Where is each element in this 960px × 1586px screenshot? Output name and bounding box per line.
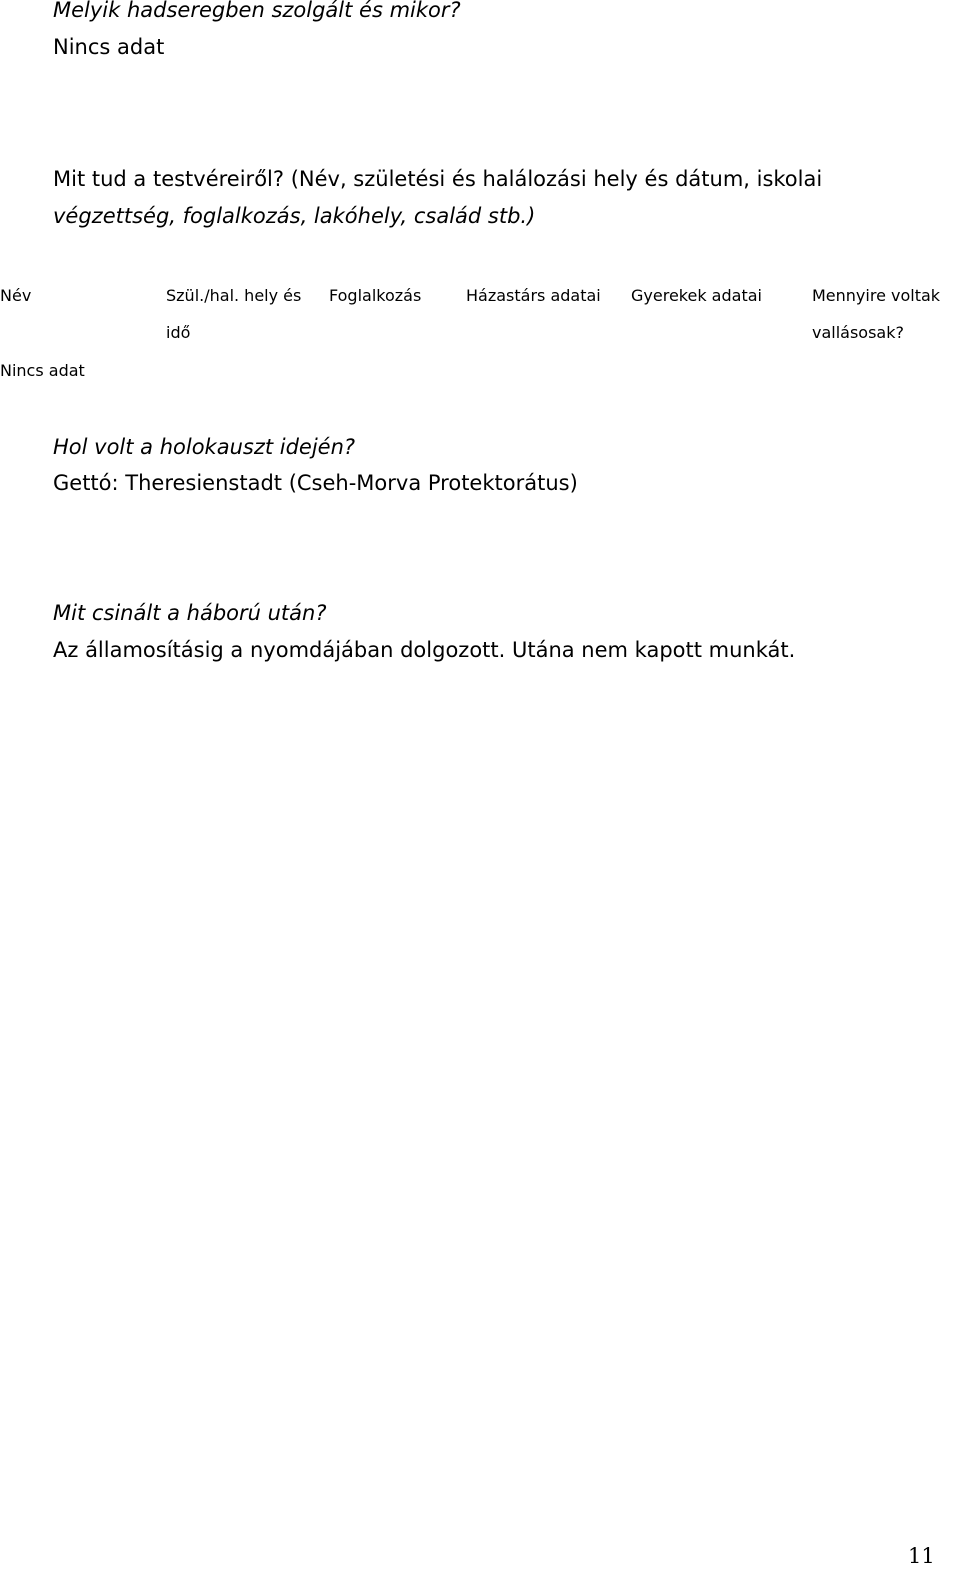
table-header-religion-line2: vallásosak? bbox=[812, 323, 904, 342]
table-header-spouse: Házastárs adatai bbox=[466, 286, 601, 305]
table-row: Nincs adat bbox=[0, 361, 85, 380]
postwar-answer: Az államosításig a nyomdájában dolgozott. Utána nem kapott munkát. bbox=[53, 638, 796, 662]
table-header-name: Név bbox=[0, 286, 32, 305]
siblings-question-line2: végzettség, foglalkozás, lakóhely, család stb.) bbox=[53, 204, 536, 228]
table-header-children: Gyerekek adatai bbox=[631, 286, 762, 305]
table-header-birth-death-line2: idő bbox=[166, 323, 191, 342]
table-header-birth-death-line1: Szül./hal. hely és bbox=[166, 286, 302, 305]
holocaust-answer: Gettó: Theresienstadt (Cseh-Morva Protektorátus) bbox=[53, 471, 578, 495]
page-number: 11 bbox=[908, 1544, 935, 1568]
table-header-religion-line1: Mennyire voltak bbox=[812, 286, 941, 305]
table-header-occupation: Foglalkozás bbox=[329, 286, 422, 305]
military-question: Melyik hadseregben szolgált és mikor? bbox=[53, 0, 461, 22]
military-answer: Nincs adat bbox=[53, 35, 165, 59]
postwar-question: Mit csinált a háború után? bbox=[53, 601, 327, 625]
holocaust-question: Hol volt a holokauszt idején? bbox=[53, 435, 356, 459]
siblings-question-line1: Mit tud a testvéreiről? (Név, születési és halálozási hely és dátum, iskolai bbox=[53, 167, 823, 191]
